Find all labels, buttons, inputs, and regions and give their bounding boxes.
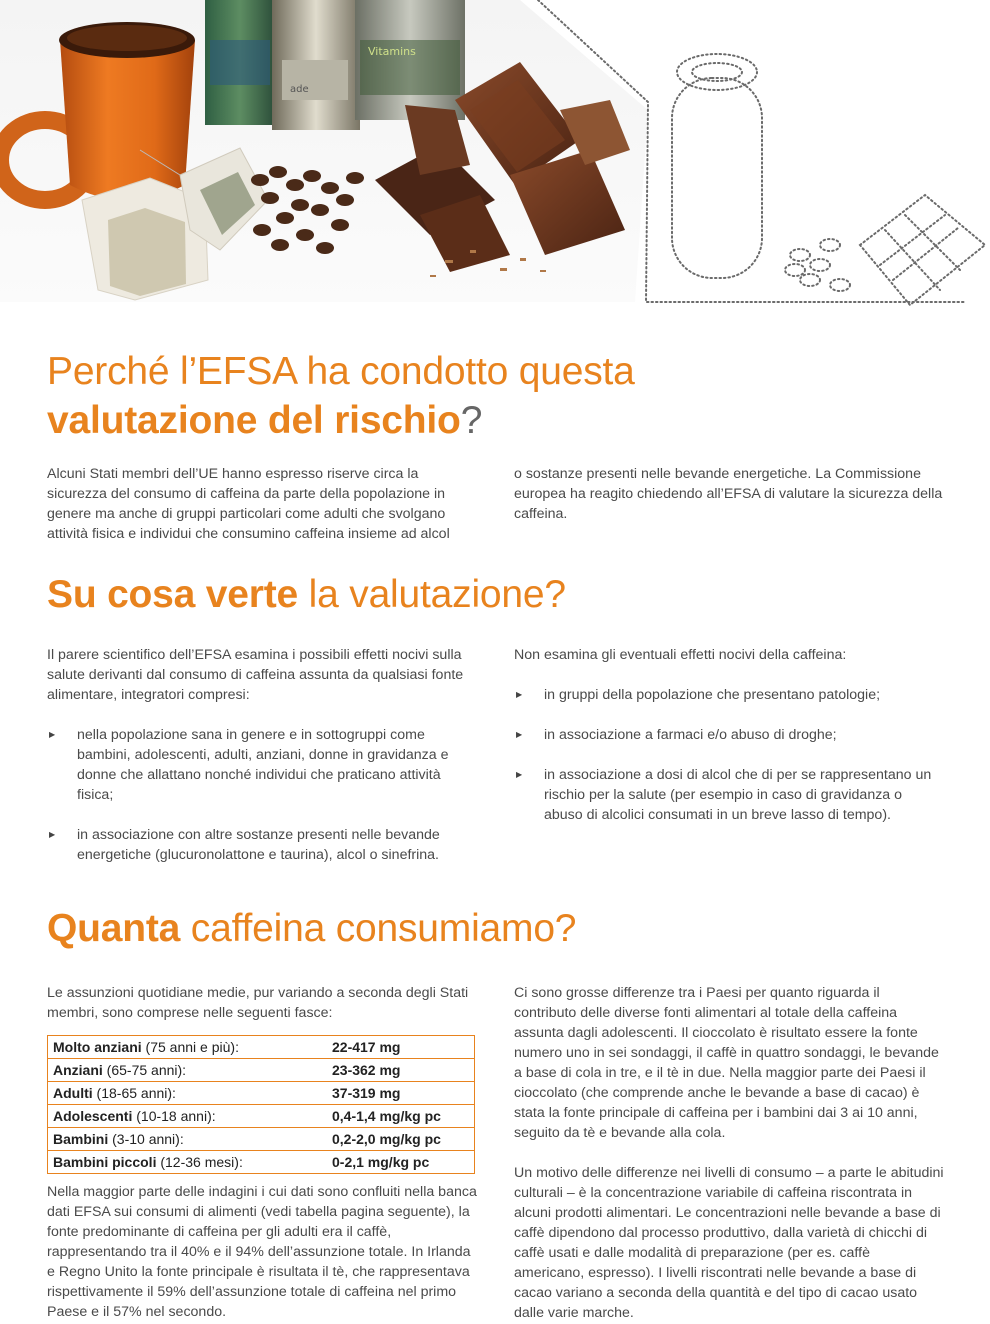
scope-bullets-left xyxy=(47,725,477,865)
intake-intro: Le assunzioni quotidiane medie, pur variando a seconda degli Stati membri, sono comprese nelle seguenti fasce: xyxy=(47,985,469,1021)
list-item: ▶ in associazione con altre sostanze presenti nelle bevande energetiche (glucuronolattone e taurina), alcol o sinefrina. xyxy=(47,825,477,865)
intake-value: 22-417 mg xyxy=(327,1036,475,1059)
can-label-2: Vitamins xyxy=(368,45,416,58)
age-group: Bambini piccoli xyxy=(53,1154,157,1170)
age-group: Molto anziani xyxy=(53,1039,142,1055)
intake-value: 37-319 mg xyxy=(327,1082,475,1105)
age-group: Adolescenti xyxy=(53,1108,133,1124)
title-bold: valutazione del rischio xyxy=(47,399,461,442)
age-range: (12-36 mesi): xyxy=(156,1154,243,1170)
title-rest: la valutazione? xyxy=(298,573,566,616)
scope-column-right xyxy=(514,645,944,825)
why-paragraph-right: o sostanze presenti nelle bevande energetiche. La Commissione europea ha reagito chiedendo all’EFSA di valutare la sicurezza della caffeina. xyxy=(514,466,943,522)
intake-value: 0,2-2,0 mg/kg pc xyxy=(327,1128,475,1151)
title-line-1: Perché l’EFSA ha condotto questa xyxy=(47,350,635,393)
section-title-scope xyxy=(47,570,566,619)
intake-value: 23-362 mg xyxy=(327,1059,475,1082)
age-range: (10-18 anni): xyxy=(132,1108,216,1124)
section-title-why xyxy=(47,347,635,445)
why-column-right xyxy=(514,464,944,524)
table-row xyxy=(48,1105,475,1128)
list-item: ▶ in gruppi della popolazione che presentano patologie; xyxy=(514,685,944,705)
list-item: ▶ nella popolazione sana in genere e in sottogruppi come bambini, adolescenti, adulti, anziani, donne in gravidanza e donne che allattano nonché individui che praticano attività fisica; xyxy=(47,725,477,805)
title-bold: Quanta xyxy=(47,907,181,950)
title-question-mark: ? xyxy=(460,399,483,442)
scope-intro-left: Il parere scientifico dell’EFSA esamina i possibili effetti nocivi sulla salute derivanti dal consumo di caffeina assunta da qualsiasi fonte alimentare, integratori compresi: xyxy=(47,647,464,703)
table-row xyxy=(48,1036,475,1059)
age-group: Anziani xyxy=(53,1062,103,1078)
why-paragraph-left: Alcuni Stati membri dell’UE hanno espresso riserve circa la sicurezza del consumo di caffeina da parte della popolazione in genere ma anche di gruppi particolari come adulti che svolgano attività fisica e individui che consumino caffeina insieme ad alcol xyxy=(47,466,450,542)
intake-column-left xyxy=(47,983,477,1322)
table-row xyxy=(48,1128,475,1151)
table-row xyxy=(48,1059,475,1082)
intake-after-table: Nella maggior parte delle indagini i cui dati sono confluiti nella banca dati EFSA sui consumi di alimenti (vedi tabella pagina seguente), la fonte predominante di caffeina per gli adulti era il caffè, rappresentando tra il 40% e il 94% dell’assunzione totale. In Irlanda e Regno Unito la fonte principale è risultata il tè, che rappresentava rispettivamente il 59% dell’assunzione totale di caffeina nel primo Paese e il 57% nel secondo. xyxy=(47,1184,477,1320)
intake-right-paragraph-1: Ci sono grosse differenze tra i Paesi per quanto riguarda il contributo delle diverse fonti alimentari al totale della caffeina assunta dagli adolescenti. Il cioccolato è risultato essere la fonte numero uno in sei sondaggi, il caffè in quattro sondaggi, le bevande a base di cola in tre, e il tè in due. Nella maggior parte dei Paesi il cioccolato (che comprende anche le bevande a base di cacao) è stata la fonte principale di caffeina per i bambini dai 3 ai 10 anni, seguito da tè e bevande alla cola. xyxy=(514,985,939,1141)
intake-right-paragraph-2: Un motivo delle differenze nei livelli di consumo – a parte le abitudini culturali – è la concentrazione variabile di caffeina riscontrata in alcuni prodotti alimentari. Le concentrazioni nelle bevande a base di caffè dipendono dal processo produttivo, dalla varietà di chicchi di caffè usati e dalle modalità di preparazione (per es. caffè americano, espresso). I livelli riscontrati nelle bevande a base di cacao variano a seconda della quantità e del tipo di cacao usato dalle varie marche. xyxy=(514,1165,944,1321)
age-range: (65-75 anni): xyxy=(102,1062,187,1078)
age-group: Adulti xyxy=(53,1085,93,1101)
list-item: ▶ in associazione a dosi di alcol che di per se rappresentano un rischio per la salute (per esempio in caso di gravidanza o abuso di alcolici consumati in un breve lasso di tempo). xyxy=(514,765,944,825)
intake-column-right xyxy=(514,983,944,1323)
intake-table xyxy=(47,1035,475,1174)
scope-column-left xyxy=(47,645,477,865)
age-range: (3-10 anni): xyxy=(108,1131,184,1147)
table-row xyxy=(48,1151,475,1174)
list-item: ▶ in associazione a farmaci e/o abuso di droghe; xyxy=(514,725,944,745)
age-range: (18-65 anni): xyxy=(92,1085,176,1101)
why-column-left xyxy=(47,464,477,544)
table-row xyxy=(48,1082,475,1105)
scope-intro-right: Non esamina gli eventuali effetti nocivi della caffeina: xyxy=(514,647,847,663)
can-label: ade xyxy=(290,84,309,95)
title-rest: caffeina consumiamo? xyxy=(180,907,577,950)
title-bold: Su cosa verte xyxy=(47,573,299,616)
scope-bullets-right xyxy=(514,685,944,825)
age-range: (75 anni e più): xyxy=(141,1039,239,1055)
hero-photo xyxy=(0,0,990,322)
age-group: Bambini xyxy=(53,1131,109,1147)
intake-value: 0,4-1,4 mg/kg pc xyxy=(327,1105,475,1128)
intake-value: 0-2,1 mg/kg pc xyxy=(327,1151,475,1174)
section-title-intake xyxy=(47,904,576,953)
